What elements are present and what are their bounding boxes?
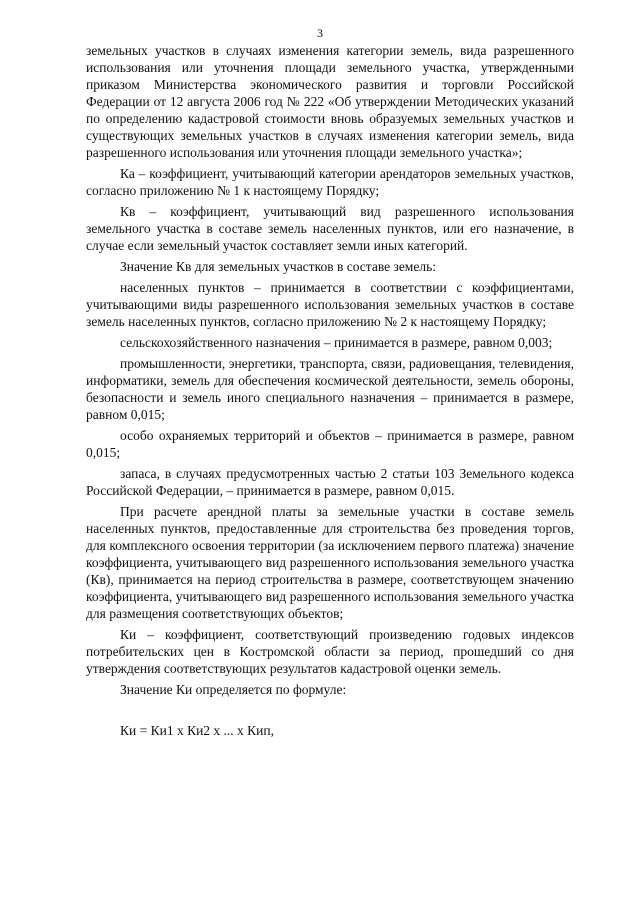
- ki-formula: Ки = Ки1 х Ки2 х ... х Кип,: [120, 723, 275, 738]
- page-number: 3: [317, 26, 323, 40]
- paragraph-construction: При расчете арендной платы за земельные участки в составе земель населенных пунктов, предоставленные для строительства без проведения торгов, для комплексного освоения территории (за исключением первого платежа) значение коэффициента, учитывающего вид разрешенного использования земельного участка (Кв), принимается на период строительства в размере, соответствующем значению коэффициента, учитывающего вид разрешенного использования земельного участка для размещения соответствующих объектов;: [86, 504, 574, 621]
- paragraph-reserve: запаса, в случаях предусмотренных частью 2 статьи 103 Земельного кодекса Российской Федерации, – принимается в размере, равном 0,015.: [86, 466, 574, 498]
- paragraph-kv-values-intro: Значение Кв для земельных участков в составе земель:: [120, 259, 436, 274]
- paragraph-protected: особо охраняемых территорий и объектов – принимается в размере, равном 0,015;: [86, 428, 574, 460]
- paragraph-agricultural: сельскохозяйственного назначения – принимается в размере, равном 0,003;: [120, 335, 553, 350]
- paragraph-populated-areas: населенных пунктов – принимается в соответствии с коэффициентами, учитывающими виды разрешенного использования земельных участков в составе земель населенных пунктов, согласно приложению № 2 к настоящему Порядку;: [86, 280, 574, 329]
- paragraph-ka-coefficient: Ка – коэффициент, учитывающий категории арендаторов земельных участков, согласно приложению № 1 к настоящему Порядку;: [86, 166, 574, 198]
- paragraph-ki-formula-intro: Значение Ки определяется по формуле:: [120, 682, 347, 697]
- paragraph-industrial: промышленности, энергетики, транспорта, связи, радиовещания, телевидения, информатики, земель для обеспечения космической деятельности, земель обороны, безопасности и земель иного специального назначения – принимается в размере, равном 0,015;: [86, 356, 574, 422]
- paragraph-kv-coefficient: Кв – коэффициент, учитывающий вид разрешенного использования земельного участка в составе земель населенных пунктов, или его назначение, в случае если земельный участок составляет земли иных категорий.: [86, 204, 574, 253]
- document-body: [86, 42, 574, 743]
- paragraph-continuation: земельных участков в случаях изменения категории земель, вида разрешенного использования или уточнения площади земельного участка, утвержденными приказом Министерства экономического развития и торговли Российской Федерации от 12 августа 2006 год № 222 «Об утверждении Методических указаний по определению кадастровой стоимости вновь образуемых земельных участков и существующих земельных участков в случаях изменения категории земель, вида разрешенного использования или уточнения площади земельного участка»;: [86, 43, 574, 160]
- paragraph-ki-coefficient: Ки – коэффициент, соответствующий произведению годовых индексов потребительских цен в Костромской области за период, прошедший со дня утверждения соответствующих результатов кадастровой оценки земель.: [86, 627, 574, 676]
